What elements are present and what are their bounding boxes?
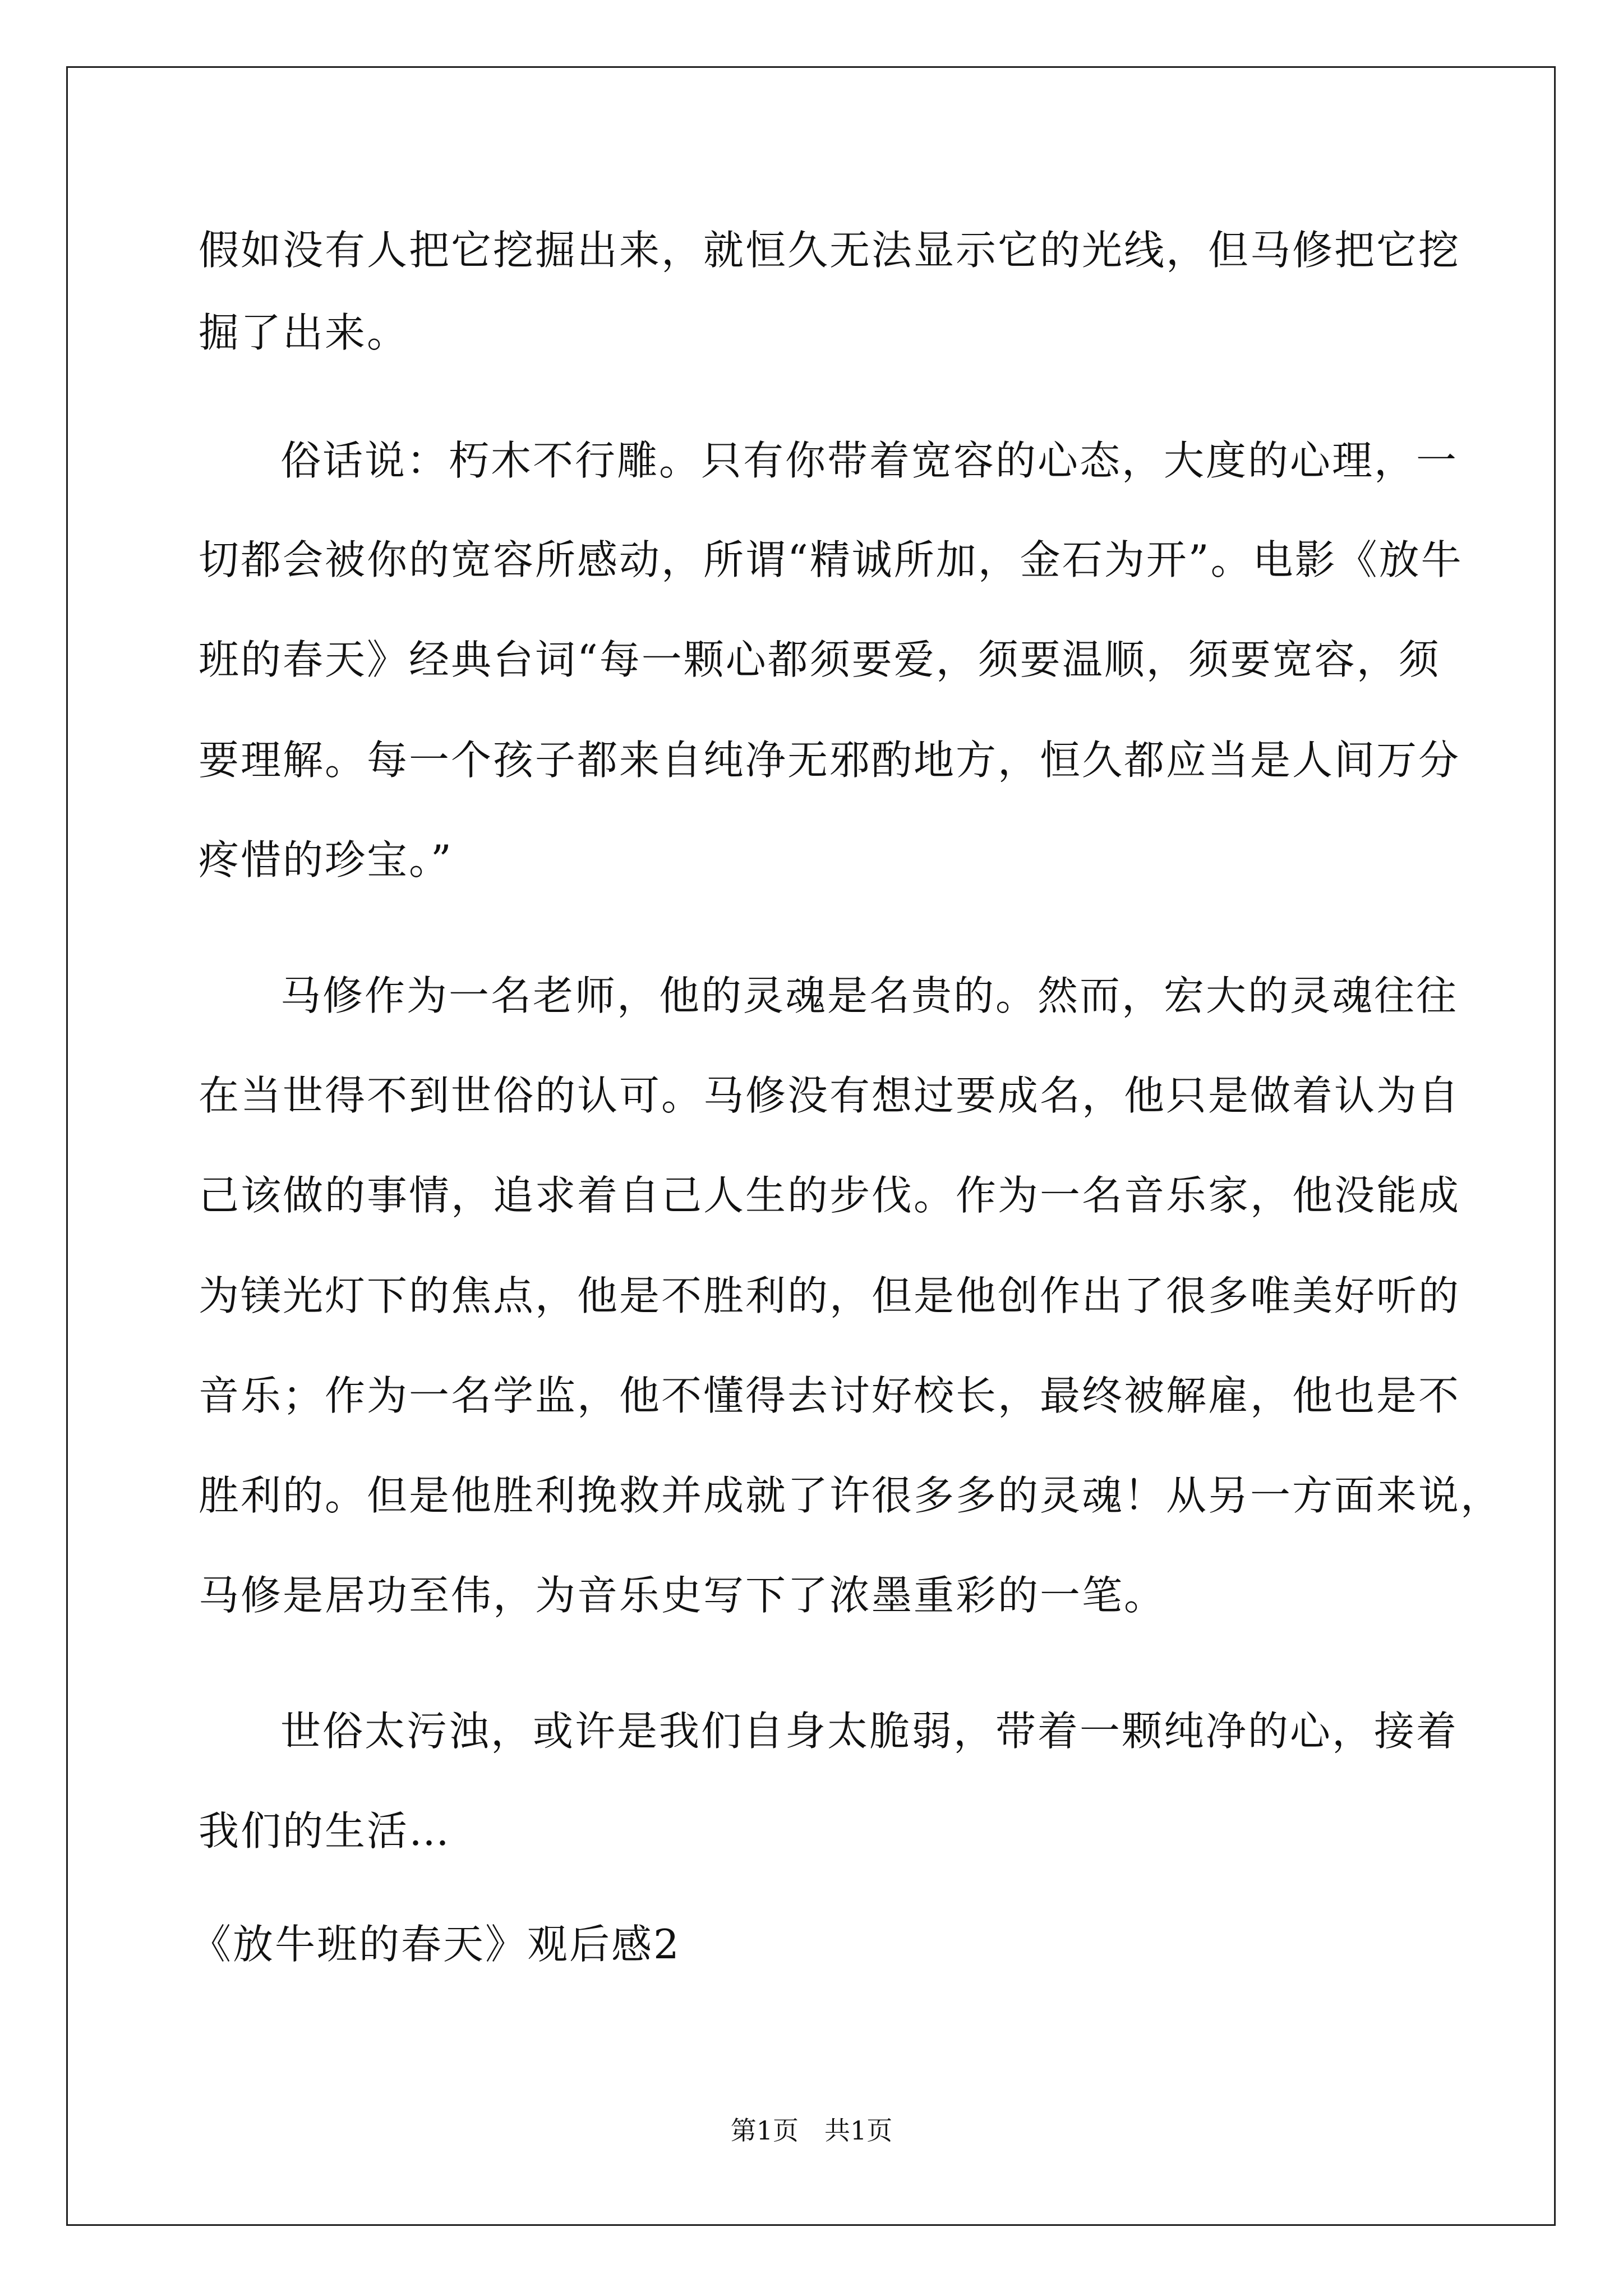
text-line-13: 胜利的。但是他胜利挽救并成就了许很多多的灵魂！从另一方面来说， (199, 1472, 1503, 1519)
text-line-14: 马修是居功至伟，为音乐史写下了浓墨重彩的一笔。 (199, 1572, 1166, 1619)
text-line-1: 假如没有人把它挖掘出来，就恒久无法显示它的光线，但马修把它挖 (199, 227, 1461, 274)
text-line-11: 为镁光灯下的焦点，他是不胜利的，但是他创作出了很多唯美好听的 (199, 1272, 1461, 1319)
text-line-3: 俗话说：朽木不行雕。只有你带着宽容的心态，大度的心理，一 (280, 437, 1459, 484)
page-border (66, 66, 1556, 2226)
text-line-15: 世俗太污浊，或许是我们自身太脆弱，带着一颗纯净的心，接着 (280, 1708, 1459, 1755)
text-line-5: 班的春天》经典台词“每一颗心都须要爱，须要温顺，须要宽容，须 (199, 636, 1441, 683)
text-line-16: 我们的生活… (199, 1807, 451, 1855)
text-line-12: 音乐；作为一名学监，他不懂得去讨好校长，最终被解雇，他也是不 (199, 1372, 1461, 1419)
text-line-9: 在当世得不到世俗的认可。马修没有想过要成名，他只是做着认为自 (199, 1072, 1461, 1119)
section-title: 《放牛班的春天》观后感2 (191, 1921, 681, 1968)
text-line-6: 要理解。每一个孩子都来自纯净无邪酌地方，恒久都应当是人间万分 (199, 737, 1461, 784)
text-line-2: 掘了出来。 (199, 309, 409, 356)
text-line-8: 马修作为一名老师，他的灵魂是名贵的。然而，宏大的灵魂往往 (280, 972, 1459, 1019)
text-line-10: 己该做的事情，追求着自己人生的步伐。作为一名音乐家，他没能成 (199, 1172, 1461, 1219)
text-line-7: 疼惜的珍宝。” (199, 836, 453, 884)
page-footer: 第1页 共1页 (730, 2115, 893, 2146)
text-line-4: 切都会被你的宽容所感动，所谓“精诚所加，金石为开”。电影《放牛 (199, 536, 1463, 583)
